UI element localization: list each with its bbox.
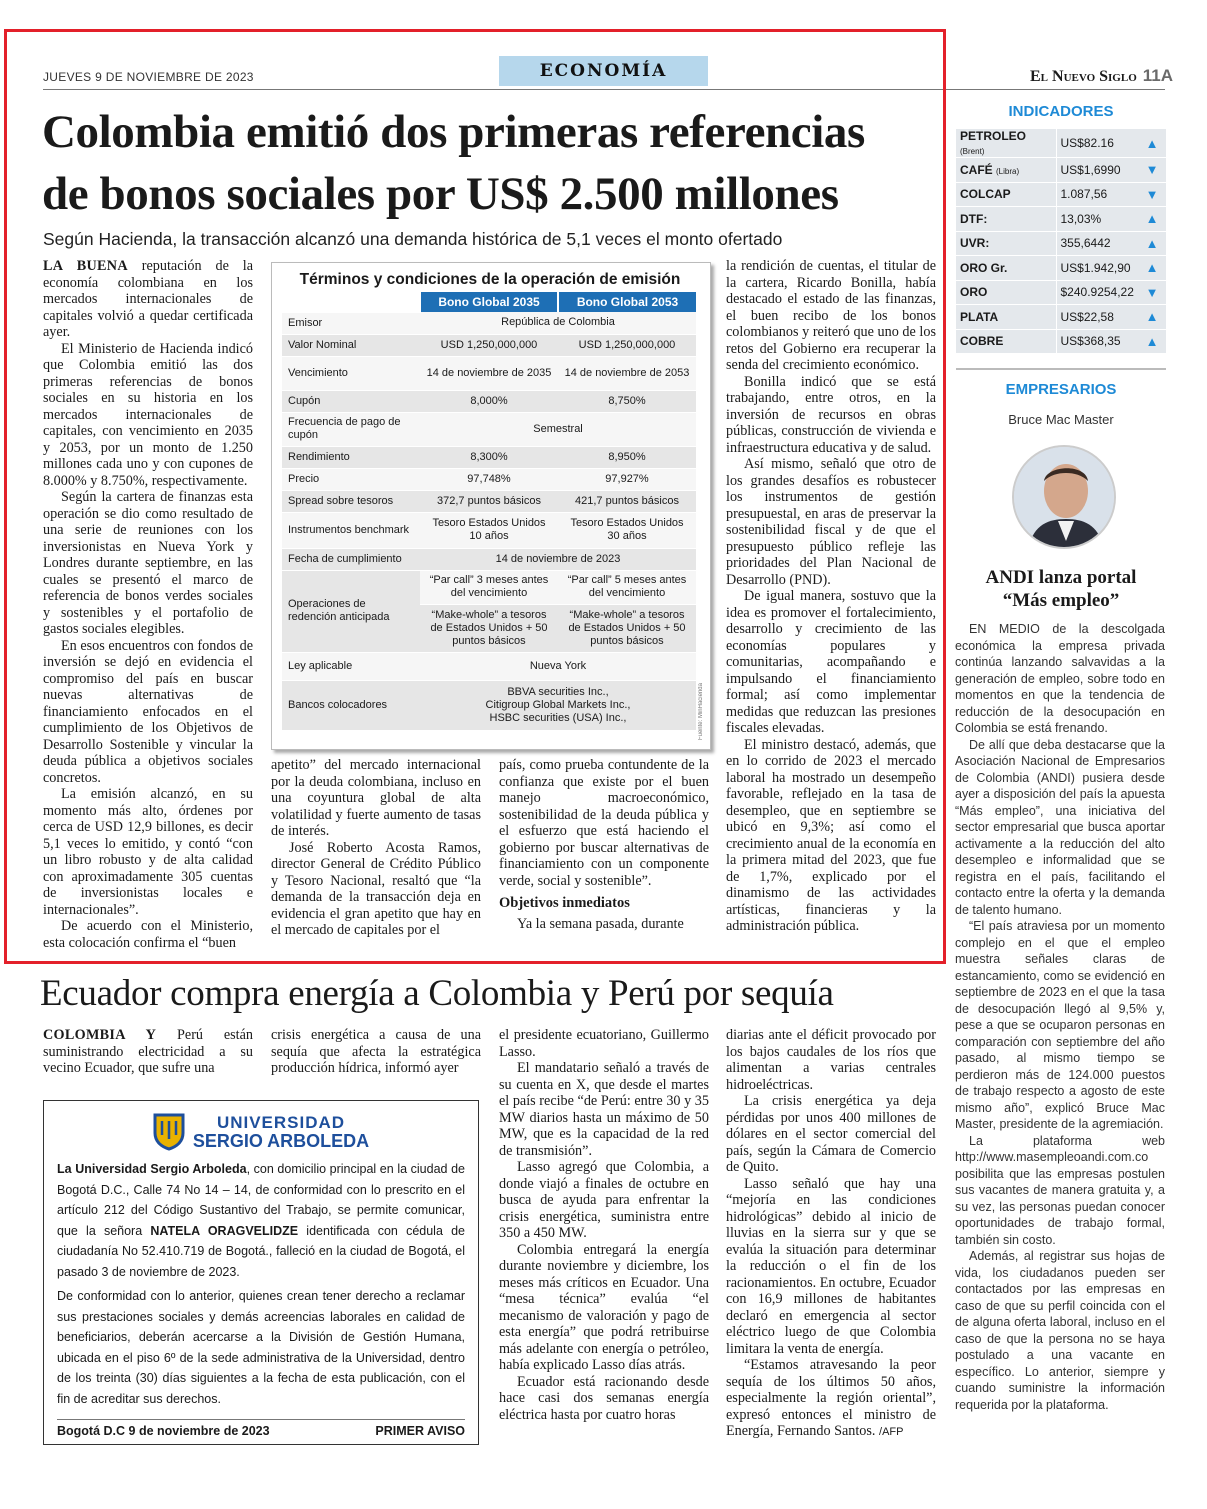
indicator-name: DTF: [956, 207, 1056, 232]
table-row: Precio 97,748% 97,927% [282, 468, 696, 490]
paragraph: De allí que deba destacarse que la Asociación Nacional de Empresarios de Colombia (ANDI) pusiera desde ayer a disposición del país la apuesta “Más empleo”, una iniciativa del sector empresarial que busca aportar activamente a la reducción del alto desempleo e informalidad que se registra en el país, facilitando el contacto entre la oferta y la demanda de talento humano. [955, 737, 1165, 917]
paragraph: “Estamos atravesando la peor sequía de los últimos 50 años, especialmente la región oriental”, expresó entonces el ministro de Energía, Fernando Santos. [726, 1357, 936, 1439]
table-row: Cupón 8,000% 8,750% [282, 390, 696, 412]
person-photo [1012, 445, 1116, 549]
notice-label: PRIMER AVISO [375, 1424, 465, 1438]
table-row: Valor Nominal USD 1,250,000,000 USD 1,250,000,000 [282, 334, 696, 356]
indicators-title: INDICADORES [1008, 103, 1114, 120]
indicator-name: UVR: [956, 231, 1056, 256]
table-row: Frecuencia de pago de cupón Semestral [282, 412, 696, 446]
indicator-row [956, 256, 1166, 281]
paragraph: EN MEDIO de la descolgada económica la empresa privada continúa lanzando salvavidas a la generación de empleo, sobre todo en momentos en que la tendencia de reducción de la desocupación en Colombia se está frenando. [955, 622, 1165, 735]
paragraph: Además, al registrar sus hojas de vida, los ciudadanos pueden ser contactados por las empresas en caso de que su perfil coincida con el de alguna oferta laboral, incluso en el caso de que la persona no se haya postulado a una vacante en específico. Lo anterior, siempre y cuando suministre la información requerida por la plataforma. [955, 1249, 1165, 1412]
main-headline [42, 101, 937, 225]
indicator-value: US$82.16 [1056, 129, 1138, 158]
indicator-value: US$1,6990 [1056, 158, 1138, 183]
paragraph: De igual manera, sostuvo que la idea es promover el fortalecimiento, desarrollo y crecimiento de las economías populares y comunitarias, acompañando e impulsando el financiamiento formal; así como implementar medidas que reduzcan las presiones fiscales elevadas. [726, 588, 936, 736]
page-date: JUEVES 9 DE NOVIEMBRE DE 2023 [43, 70, 254, 84]
paragraph: la rendición de cuentas, el titular de la cartera, Ricardo Bonilla, había destacado el estado de las finanzas, el buen recibo de los bonos colombianos y reiteró que uno de los retos del Gobierno era recuperar la senda del crecimiento económico. [726, 258, 936, 373]
indicator-row [956, 305, 1166, 330]
paragraph: La plataforma web http://www.masempleoandi.com.co posibilita que las empresas postulen sus vacantes de manera gratuita y, a su vez, las personas puedan conocer oportunidades de trabajo formal, también sin costo. [955, 1133, 1165, 1247]
notice-footer [57, 1419, 465, 1438]
logo-line-1: UNIVERSIDAD [216, 1113, 346, 1132]
paragraph: Lasso señaló que hay una “mejoría en las condiciones hidrológicas” debido al inicio de lluvias en la sierra sur y que se evalúa la situación para determinar la reducción o el fin de los racionamientos. En octubre, Ecuador con 16,9 millones de habitantes declaró en emergencia al sector eléctrico luego de que Colombia limitara la venta de energía. [726, 1175, 936, 1357]
indicator-row [956, 129, 1166, 158]
indicator-name: PLATA [956, 305, 1056, 330]
indicator-row [956, 158, 1166, 183]
second-column-3 [499, 1027, 709, 1423]
paragraph: Bonilla indicó que se está trabajando, entre otros, en la inversión de recursos en obras públicas, construcción de vivienda e infraestructura educativa y de salud. [726, 373, 936, 456]
indicator-name: COBRE [956, 329, 1056, 354]
notice-logo [57, 1113, 465, 1151]
indicator-name: PETROLEO (Brent) [956, 129, 1056, 158]
paragraph: reputación de la economía colombiana en los mercados internacionales de capitales volvió a quedar certificada ayer. [43, 258, 253, 340]
arrow-down-icon: ▼ [1138, 280, 1166, 305]
table-row: Rendimiento 8,300% 8,950% [282, 446, 696, 468]
terms-table-box [271, 262, 711, 750]
arrow-up-icon: ▲ [1138, 329, 1166, 354]
arrow-up-icon: ▲ [1138, 231, 1166, 256]
paragraph: Según la cartera de finanzas esta operación se dio como resultado de una serie de reuniones con los inversionistas en Nueva York y Londres durante septiembre, en las cuales se presentó el marco de referencia de bonos verdes sociales y sostenibles y el portafolio de gastos sociales elegibles. [43, 489, 253, 637]
notice-paragraph-1: La Universidad Sergio Arboleda, con domicilio principal en la ciudad de Bogotá D.C., Calle 74 No 14 – 14, de conformidad con lo prescrito en el artículo 212 del Código Sustantivo del Trabajo, se permite comunicar, que la señora NATELA ORAGVELIDZE identificada con cédula de ciudadanía No 52.410.719 de Bogotá., falleció en la ciudad de Bogotá, el pasado 3 de noviembre de 2023. [57, 1162, 465, 1279]
paragraph: Ya la semana pasada, durante [517, 915, 684, 932]
subheading: Objetivos inmediatos [499, 895, 630, 911]
paragraph: Colombia entregará la energía durante noviembre y diciembre, los meses más críticos en Ecuador. Una “mesa técnica” evalúa “el mecanismo de valoración y pago de esta energía” que podrá retribuirse más adelante con energía o petróleo, había explicado Lasso días atrás. [499, 1241, 709, 1373]
indicator-row [956, 329, 1166, 354]
paragraph: diarias ante el déficit provocado por los bajos caudales de los ríos que alimentan a varias centrales hidroeléctricas. [726, 1027, 936, 1093]
person-name: Bruce Mac Master [1008, 412, 1114, 427]
headline-line-2: de bonos sociales por US$ 2.500 millones [42, 168, 839, 220]
indicators-table [956, 129, 1166, 354]
indicator-name: ORO [956, 280, 1056, 305]
col-header: Bono Global 2053 [558, 292, 696, 312]
indicator-value: 13,03% [1056, 207, 1138, 232]
indicator-value: US$22,58 [1056, 305, 1138, 330]
obituary-notice [43, 1100, 479, 1445]
sidebar-headline: ANDI lanza portal “Más empleo” [985, 567, 1137, 611]
terms-table [282, 292, 696, 731]
paragraph: De acuerdo con el Ministerio, esta colocación confirma el “buen [43, 918, 253, 951]
deck: Según Hacienda, la transacción alcanzó una demanda histórica de 5,1 veces el monto ofertado [43, 229, 783, 249]
table-row: Instrumentos benchmark Tesoro Estados Unidos 10 años Tesoro Estados Unidos 30 años [282, 512, 696, 548]
table-row: Bancos colocadores BBVA securities Inc., Citigroup Global Markets Inc., HSBC securities (USA) Inc., [282, 680, 696, 730]
article-column-3 [499, 757, 709, 932]
paragraph: En esos encuentros con fondos de inversión se dejó en evidencia el compromiso del país en buscar nuevas alternativas de financiamiento enfocados en el cumplimiento de los Objetivos de Desarrollo Sostenible y vincular la deuda pública a objetivos sociales concretos. [43, 637, 253, 786]
paragraph: La crisis energética ya deja pérdidas por unos 400 millones de dólares en el sector comercial del país, según la Cámara de Comercio de Quito. [726, 1093, 936, 1175]
indicator-name: ORO Gr. [956, 256, 1056, 281]
col-header: Bono Global 2035 [420, 292, 558, 312]
arrow-up-icon: ▲ [1138, 256, 1166, 281]
headline-line-1: Colombia emitió dos primeras referencias [42, 106, 865, 158]
paragraph: “El país atraviesa por un momento complejo en el que el empleo muestra señales claras de estancamiento, como se evidenció en septiembre de 2023 en el que la tasa de desocupación llegó al 9,5% y, pese a que se ocuparon personas en comparación con septiembre del año pasado, al mismo tiempo se perdieron más de 124.000 puestos de trabajo respecto a agosto de este mismo año”, explicó Bruce Mac Master, presidente de la agremiación. [955, 919, 1165, 1131]
paragraph: El Ministerio de Hacienda indicó que Colombia emitió las dos primeras referencias de bonos sociales en su historia en los mercados internacionales de capitales, con vencimiento en 2035 y 2053, por un monto de 1.250 millones cada uno y con cupones de 8.000% y 8.750%, respectivamente. [43, 340, 253, 489]
paragraph: el presidente ecuatoriano, Guillermo Lasso. [499, 1027, 709, 1060]
empresarios-title: EMPRESARIOS [1005, 381, 1117, 398]
indicator-value: US$368,35 [1056, 329, 1138, 354]
indicator-name: CAFÉ (Libra) [956, 158, 1056, 183]
paragraph: Así mismo, señaló que otro de los grandes desafíos es robustecer los instrumentos de gestión presupuestal, en aras de preservar la sostenibilidad fiscal y de que el presupuesto público refleje las prioridades del Plan Nacional de Desarrollo (PND). [726, 456, 936, 588]
lead-word: LA BUENA [43, 258, 128, 274]
article-column-4 [726, 258, 936, 935]
article-column-2 [271, 757, 481, 939]
paragraph: El ministro destacó, además, que en lo corrido de 2023 el mercado laboral ha mostrado un desempeño favorable, reflejado en la tasa de desempleo, que en septiembre se ubicó en 9,3%; así como el crecimiento anual de la economía en la primera mitad del 2023, que fue de 1,7%, explicado por el dinamismo de las actividades artísticas, financieras y la administración pública. [726, 736, 936, 934]
second-column-1 [43, 1027, 253, 1077]
paper-name: El Nuevo Siglo [1030, 68, 1137, 85]
paragraph: El mandatario señaló a través de su cuenta en X, que desde el martes el país recibe “de Perú: entre 30 y 35 MW diarios hasta un máximo de 50 MW, que es la capacidad de la red de transmisión”. [499, 1060, 709, 1159]
university-shield-icon [153, 1113, 185, 1151]
logo-line-2: SERGIO ARBOLEDA [192, 1131, 370, 1151]
indicator-value: US$1.942,90 [1056, 256, 1138, 281]
indicator-value: 1.087,56 [1056, 182, 1138, 207]
arrow-up-icon: ▲ [1138, 305, 1166, 330]
paragraph: José Roberto Acosta Ramos, director General de Crédito Público y Tesoro Nacional, resaltó que “la demanda de la transacción deja en evidencia el gran apetito que hay en el mercado de capitales por el [271, 839, 481, 938]
indicator-name: COLCAP [956, 182, 1056, 207]
notice-paragraph-2: De conformidad con lo anterior, quienes crean tener derecho a reclamar sus prestaciones sociales y demás acreencias laborales en calidad de beneficiarios, deberán acercarse a la División de Gestión Humana, ubicada en el piso 6º de la sede administrativa de la Universidad, dentro de los treinta (30) días siguientes a la fecha de esta publicación, con el fin de acreditar sus derechos. [57, 1289, 465, 1406]
arrow-down-icon: ▼ [1138, 158, 1166, 183]
paragraph: Perú están suministrando electricidad a su vecino Ecuador, que sufre una [43, 1027, 253, 1076]
indicator-row [956, 280, 1166, 305]
terms-table-title: Términos y condiciones de la operación de emisión [299, 271, 681, 288]
lead-word: COLOMBIA Y [43, 1027, 157, 1043]
paragraph: apetito” del mercado internacional por la deuda colombiana, incluso en una coyuntura global de alta volatilidad y fuerte aumento de tasas de interés. [271, 757, 481, 839]
article-column-1 [43, 258, 253, 951]
second-column-4 [726, 1027, 936, 1441]
arrow-up-icon: ▲ [1138, 129, 1166, 158]
second-column-2 [271, 1027, 481, 1077]
sidebar-rule [956, 368, 1166, 370]
table-row: Spread sobre tesoros 372,7 puntos básicos 421,7 puntos básicos [282, 490, 696, 512]
table-row: Vencimiento 14 de noviembre de 2035 14 de noviembre de 2053 [282, 356, 696, 390]
indicator-row [956, 207, 1166, 232]
indicator-value: $240.9254,22 [1056, 280, 1138, 305]
arrow-up-icon: ▲ [1138, 207, 1166, 232]
table-row: Operaciones de redención anticipada “Par call” 3 meses antes del vencimiento “Par call” 5 meses antes del vencimiento [282, 570, 696, 604]
table-row: Ley aplicable Nueva York [282, 652, 696, 680]
table-row: “Make-whole” a tesoros de Estados Unidos + 50 puntos básicos “Make-whole” a tesoros de Estados Unidos + 50 puntos básicos [282, 604, 696, 652]
paragraph: Lasso agregó que Colombia, a donde viajó a finales de octubre en busca de ayuda para enfrentar la crisis energética, suministra entre 350 a 450 MW. [499, 1159, 709, 1241]
paragraph: país, como prueba contundente de la confianza que existe por el buen manejo macroeconómico, sostenibilidad de la deuda pública y el esfuerzo que está haciendo el gobierno por buscar alternativas de financiamiento con un componente verde, social y sostenible”. [499, 757, 709, 889]
section-title: ECONOMÍA [539, 61, 668, 81]
page-number: 11A [1142, 66, 1174, 85]
credit: /AFP [879, 1426, 904, 1438]
paragraph: crisis energética a causa de una sequía que afecta la estratégica producción hídrica, informó ayer [271, 1027, 481, 1076]
paragraph: La emisión alcanzó, en su momento más alto, órdenes por cerca de USD 12,9 billones, es decir 5,1 veces lo emitido, y contó “con un libro robusto y de alta calidad con aproximadamente 305 cuentas de inversionistas locales e internacionales”. [43, 786, 253, 918]
second-headline: Ecuador compra energía a Colombia y Perú por sequía [40, 973, 834, 1014]
arrow-down-icon: ▼ [1138, 182, 1166, 207]
paragraph: Ecuador está racionando desde hace casi dos semanas energía eléctrica hasta por cuatro horas [499, 1373, 709, 1423]
indicator-value: 355,6442 [1056, 231, 1138, 256]
table-row: Emisor República de Colombia [282, 312, 696, 334]
indicator-row [956, 182, 1166, 207]
indicator-row [956, 231, 1166, 256]
sidebar-article [955, 621, 1165, 1413]
masthead [1030, 66, 1173, 86]
table-source: Fuente: MinHacienda [698, 683, 704, 741]
notice-date: Bogotá D.C 9 de noviembre de 2023 [57, 1424, 270, 1438]
portrait-image [1014, 447, 1116, 549]
table-row: Fecha de cumplimiento 14 de noviembre de 2023 [282, 548, 696, 570]
